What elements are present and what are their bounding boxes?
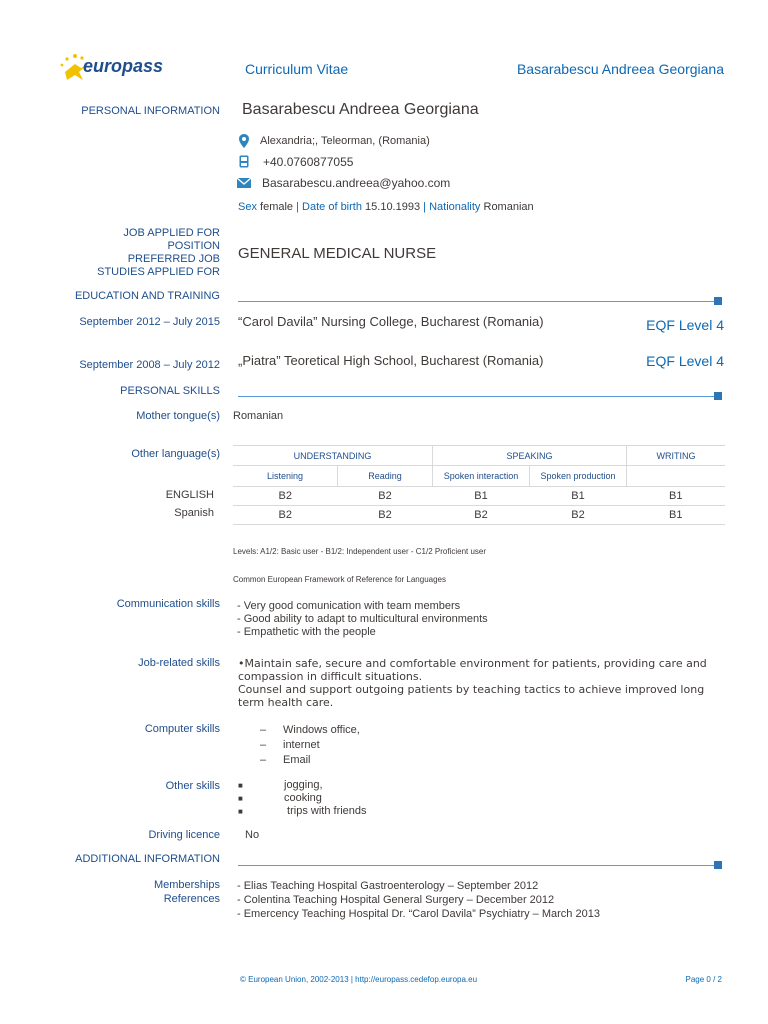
dash-bullet: – <box>260 724 267 736</box>
cefr-note: Common European Framework of Reference for Languages <box>233 575 446 584</box>
spoken-interaction-header: Spoken interaction <box>433 466 530 487</box>
additional-item: - Emercency Teaching Hospital Dr. “Carol Davila” Psychiatry – March 2013 <box>237 908 600 920</box>
levels-note: Levels: A1/2: Basic user - B1/2: Independent user - C1/2 Proficient user <box>233 547 487 556</box>
listening-header: Listening <box>233 466 338 487</box>
doc-title: Curriculum Vitae <box>245 61 349 77</box>
personal-info-label: PERSONAL INFORMATION <box>81 105 220 117</box>
other-skill-item: trips with friends <box>284 805 367 817</box>
other-skill-item: cooking <box>284 792 322 804</box>
language-table <box>233 445 725 525</box>
square-bullet-icon: ■ <box>238 794 243 803</box>
email-icon <box>237 178 251 188</box>
spanish-listening: B2 <box>233 506 338 525</box>
header-name: Basarabescu Andreea Georgiana <box>516 61 724 77</box>
education-rule <box>238 301 720 302</box>
dash-bullet: – <box>260 739 267 751</box>
communication-item: - Very good comunication with team members <box>237 600 461 612</box>
job-label-3: PREFERRED JOB <box>127 253 220 265</box>
square-bullet-icon: ■ <box>238 807 243 816</box>
writing-subheader <box>627 466 726 487</box>
spoken-production-header: Spoken production <box>530 466 627 487</box>
nationality-label: Nationality <box>429 201 481 213</box>
personal-skills-label: PERSONAL SKILLS <box>120 385 220 397</box>
edu-1-title: “Carol Davila” Nursing College, Bucharest (Romania) <box>238 314 544 329</box>
communication-list <box>237 600 488 639</box>
address: Alexandria;, Teleorman, (Romania) <box>260 135 430 147</box>
personal-details-line <box>238 201 534 213</box>
job-label-1: JOB APPLIED FOR <box>123 227 220 239</box>
understanding-header: UNDERSTANDING <box>233 446 433 466</box>
communication-item: - Good ability to adapt to multicultural environments <box>237 613 488 625</box>
full-name: Basarabescu Andreea Georgiana <box>242 101 479 118</box>
references-label: References <box>163 893 220 905</box>
additional-item: - Elias Teaching Hospital Gastroenterology – September 2012 <box>237 880 539 892</box>
phone[interactable]: +40.0760877055 <box>263 155 354 169</box>
additional-rule <box>238 865 720 866</box>
other-skills-label: Other skills <box>165 780 220 792</box>
additional-list <box>237 879 600 921</box>
communication-item: - Empathetic with the people <box>237 626 376 638</box>
computer-item: Email <box>283 754 311 766</box>
job-title: GENERAL MEDICAL NURSE <box>238 245 437 262</box>
europass-logo <box>55 50 165 84</box>
dash-bullet: – <box>260 754 267 766</box>
english-listening: B2 <box>233 487 338 506</box>
education-label: EDUCATION AND TRAINING <box>74 290 220 302</box>
other-skill-item: jogging, <box>284 779 323 791</box>
phone-icon <box>239 155 249 168</box>
separator: | <box>296 201 299 213</box>
english-spoken-interaction: B1 <box>433 487 530 506</box>
sex-value: female <box>260 201 294 213</box>
job-related-label: Job-related skills <box>138 657 220 669</box>
english-spoken-production: B1 <box>530 487 627 506</box>
job-label-2: POSITION <box>167 240 220 252</box>
email[interactable]: Basarabescu.andreea@yahoo.com <box>262 176 451 190</box>
communication-label: Communication skills <box>116 598 220 610</box>
dob-value: 15.10.1993 <box>365 201 421 213</box>
footer-copyright[interactable]: © European Union, 2002-2013 | http://europass.cedefop.europa.eu <box>240 975 478 984</box>
memberships-label: Memberships <box>153 879 220 891</box>
rule-square <box>714 297 722 305</box>
edu-1-level: EQF Level 4 <box>646 317 724 333</box>
computer-list <box>260 723 360 768</box>
speaking-header: SPEAKING <box>433 446 627 466</box>
driving-licence-label: Driving licence <box>148 829 220 841</box>
location-icon <box>239 134 249 148</box>
dob-label: Date of birth <box>302 201 362 213</box>
edu-2-dates: September 2008 – July 2012 <box>79 359 220 371</box>
computer-item: internet <box>283 739 320 751</box>
additional-item: - Colentina Teaching Hospital General Surgery – December 2012 <box>237 894 555 906</box>
mother-tongue: Romanian <box>233 410 284 422</box>
driving-licence: No <box>245 829 260 841</box>
language-english: ENGLISH <box>165 489 214 501</box>
computer-skills-label: Computer skills <box>144 723 220 735</box>
job-label-4: STUDIES APPLIED FOR <box>97 266 220 278</box>
other-skills-list <box>238 779 367 818</box>
spanish-spoken-interaction: B2 <box>433 506 530 525</box>
computer-item: Windows office, <box>283 724 360 736</box>
reading-header: Reading <box>338 466 433 487</box>
rule-square <box>714 861 722 869</box>
language-spanish: Spanish <box>174 507 214 519</box>
english-writing: B1 <box>627 487 726 506</box>
english-reading: B2 <box>338 487 433 506</box>
logo-text: europass <box>83 56 164 76</box>
edu-2-title: „Piatra” Teoretical High School, Bucharest (Romania) <box>238 353 544 368</box>
edu-2-level: EQF Level 4 <box>646 353 724 369</box>
sex-label: Sex <box>238 201 257 213</box>
footer-page: Page 0 / 2 <box>685 975 722 984</box>
job-related-item: •Maintain safe, secure and comfortable environment for patients, providing care and compassion in difficult situations. <box>238 657 707 683</box>
other-languages-label: Other language(s) <box>131 448 220 460</box>
spanish-writing: B1 <box>627 506 726 525</box>
rule-square <box>714 392 722 400</box>
square-bullet-icon: ■ <box>238 781 243 790</box>
spanish-reading: B2 <box>338 506 433 525</box>
writing-header: WRITING <box>627 446 726 466</box>
job-related-item: Counsel and support outgoing patients by teaching tactics to achieve improved long term health care. <box>238 683 705 709</box>
mother-tongue-label: Mother tongue(s) <box>136 410 220 422</box>
separator: | <box>423 201 427 213</box>
nationality-value: Romanian <box>483 201 534 213</box>
job-related-text <box>238 657 708 709</box>
additional-info-label: ADDITIONAL INFORMATION <box>75 853 220 865</box>
edu-1-dates: September 2012 – July 2015 <box>79 316 220 328</box>
skills-rule <box>238 396 720 397</box>
spanish-spoken-production: B2 <box>530 506 627 525</box>
